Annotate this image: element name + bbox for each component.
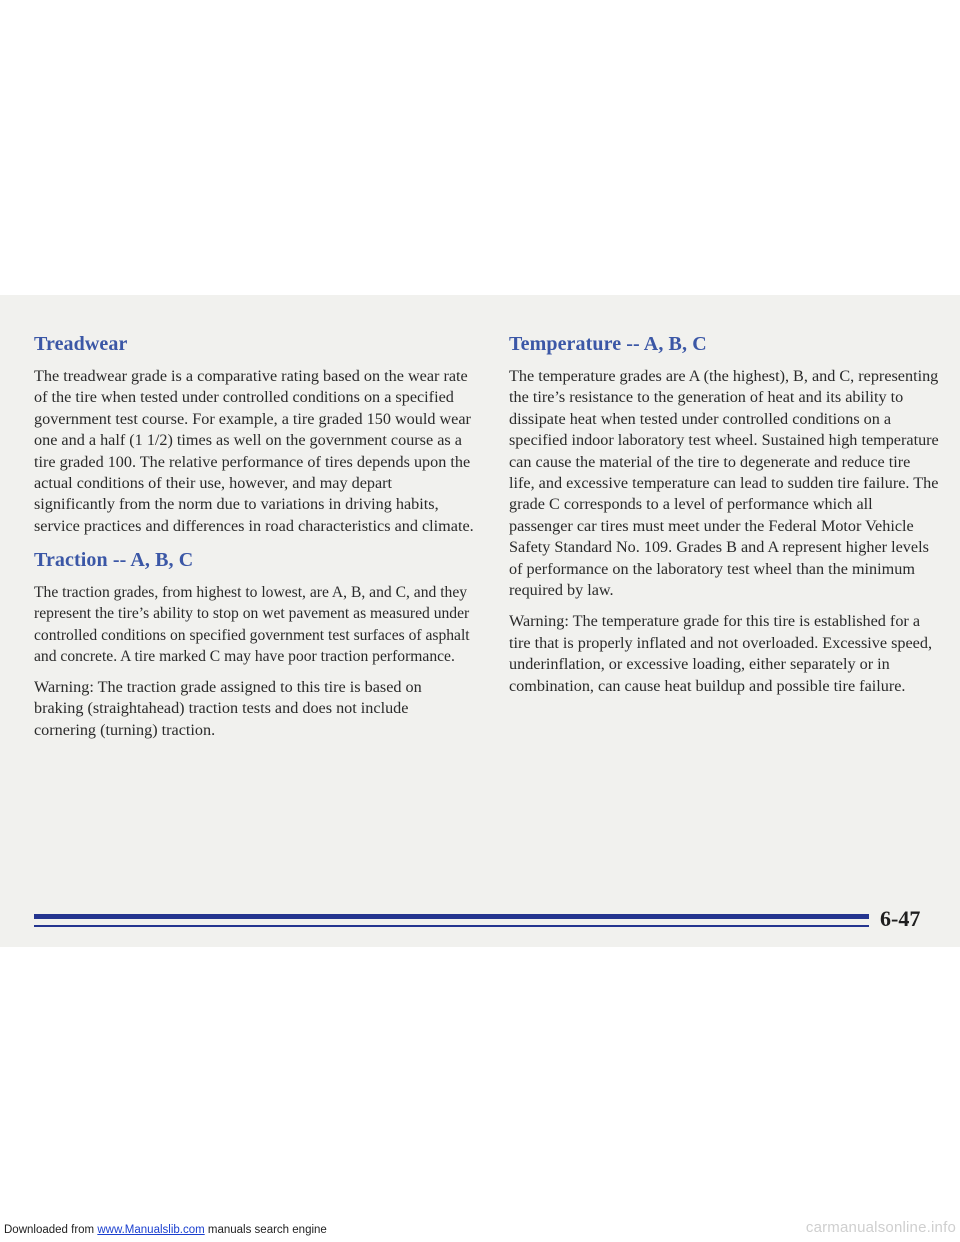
top-margin [0,0,960,295]
temperature-heading: Temperature -- A, B, C [509,333,707,355]
treadwear-body: The treadwear grade is a comparative rating based on the wear rate of the tire when tested under controlled conditions on a specified government test course. For example, a tire graded 150 would wear one and a half (1 1/2) times as well on the government course as a tire graded 100. The relative performance of tires depends upon the actual conditions of their use, however, and may depart significantly from the norm due to variations in driving habits, service practices and differences in road characteristics and climate. [34,367,474,535]
download-footer [4,1224,327,1236]
traction-body: The traction grades, from highest to lowest, are A, B, and C, and they represent the tire’s ability to stop on wet pavement as measured under controlled conditions on specified government test surfaces of asphalt and concrete. A tire marked C may have poor traction performance. [34,584,470,665]
traction-heading: Traction -- A, B, C [34,549,194,572]
footer-rule-thick [34,914,869,919]
footer-prefix: Downloaded from [4,1224,98,1236]
temperature-body: The temperature grades are A (the highest), B, and C, representing the tire’s resistance to the generation of heat and its ability to dissipate heat when tested under controlled conditions on a specified indoor laboratory test wheel. Sustained high temperature can cause the material of the tire to degenerate and reduce tire life, and excessive temperature can lead to sudden tire failure. The grade C corresponds to a level of performance which all passenger car tires must meet under the Federal Motor Vehicle Safety Standard No. 109. Grades B and A represent higher levels of performance on the laboratory test wheel than the minimum required by law. [509,367,939,600]
bottom-margin [0,947,960,1242]
left-column [34,333,474,751]
traction-warning: Warning: The traction grade assigned to this tire is based on braking (straightahead) traction tests and does not include cornering (turning) traction. [34,678,422,739]
footer-rule-thin [34,925,869,927]
manualslib-link[interactable]: www.Manualslib.com [97,1224,205,1236]
temperature-warning: Warning: The temperature grade for this tire is established for a tire that is properly inflated and not overloaded. Excessive speed, underinflation, or excessive loading, either separately or in combination, can cause heat buildup and possible tire failure. [509,612,932,695]
treadwear-heading: Treadwear [34,333,128,355]
watermark: carmanualsonline.info [805,1219,956,1236]
page-number: 6-47 [880,906,921,931]
right-column [509,333,939,707]
footer-suffix: manuals search engine [204,1224,327,1236]
